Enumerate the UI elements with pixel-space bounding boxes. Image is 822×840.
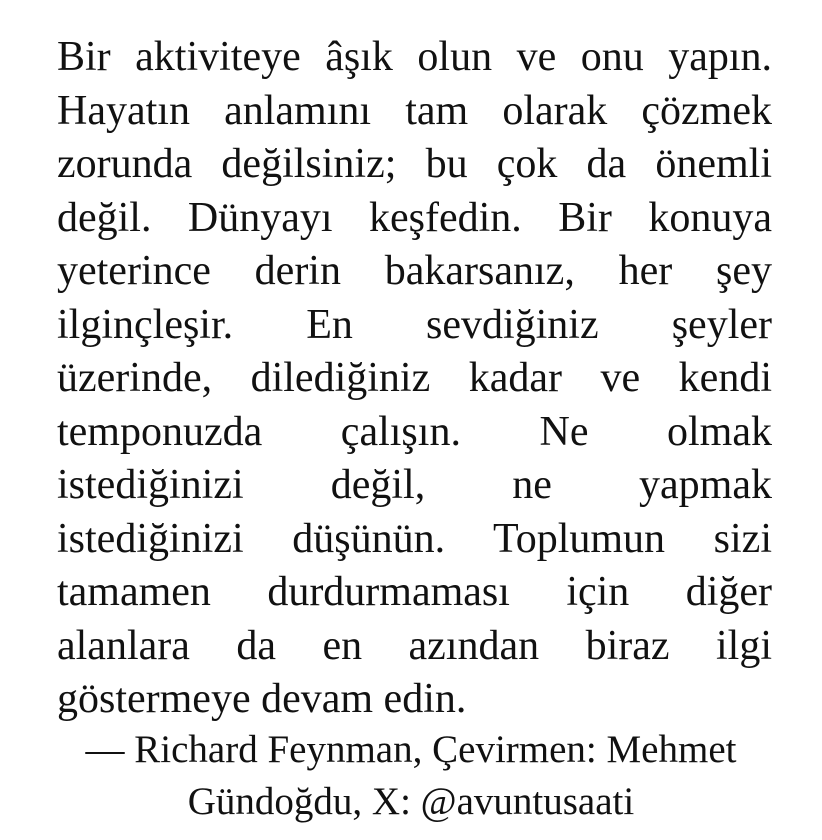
quote-line: üzerinde, dilediğiniz kadar ve kendi <box>57 355 772 401</box>
quote-line: tamamen durdurmaması için diğer <box>57 569 772 615</box>
quote-line: yeterince derin bakarsanız, her şey <box>57 248 772 294</box>
quote-line: istediğinizi düşünün. Toplumun sizi <box>57 515 772 562</box>
quote-line: alanlara da en azından biraz ilgi <box>57 622 772 669</box>
quote-line: göstermeye devam edin. <box>57 676 467 722</box>
quote-line: Hayatın anlamını tam olarak çözmek <box>57 87 772 134</box>
quote-line: değil. Dünyayı keşfedin. Bir konuya <box>57 194 772 241</box>
quote-line: zorunda değilsiniz; bu çok da önemli <box>57 141 772 187</box>
quote-line: ilginçleşir. En sevdiğiniz şeyler <box>57 301 772 348</box>
quote-line: istediğinizi değil, ne yapmak <box>57 462 772 508</box>
quote-text <box>57 31 772 727</box>
quote-attribution <box>0 724 822 828</box>
quote-line: temponuzda çalışın. Ne olmak <box>57 408 772 455</box>
quote-line: Bir aktiviteye âşık olun ve onu yapın. <box>57 34 772 80</box>
attribution-line-handle: Gündoğdu, X: @avuntusaati <box>187 780 635 823</box>
attribution-line-author: — Richard Feynman, Çevirmen: Mehmet <box>85 728 737 771</box>
